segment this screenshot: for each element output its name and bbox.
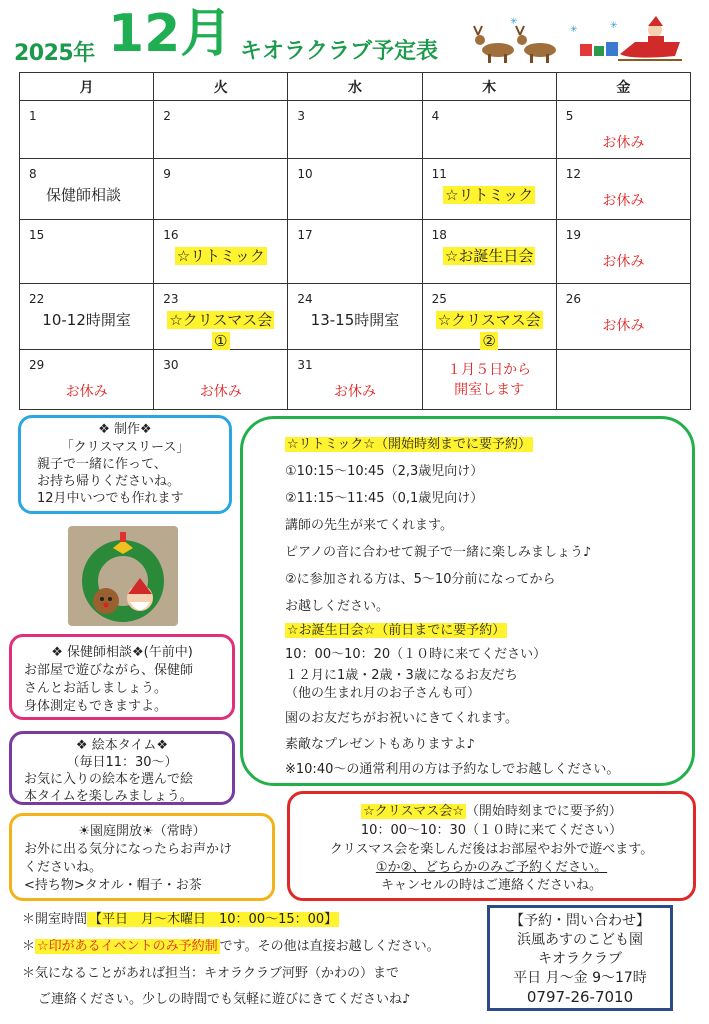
calendar-cell: [556, 220, 690, 284]
picture-book-line: お気に入りの絵本を選んで絵: [24, 772, 194, 787]
contact-line: 平日 月～金 9～17時: [513, 970, 647, 986]
day-number: 15: [29, 228, 45, 242]
birthday-line: 園のお友だちがお祝いにきてくれます。: [285, 711, 518, 726]
day-number: 5: [565, 109, 574, 123]
event-label: 10-12時開室: [42, 311, 131, 329]
closed-label: お休み: [199, 384, 242, 400]
day-number: 26: [565, 292, 582, 306]
calendar-cell: [154, 284, 288, 350]
christmas-party-box: [287, 791, 696, 901]
opening-hours: [22, 908, 339, 927]
garden-open-line: くださいね。: [24, 860, 103, 875]
day-number: 12: [565, 167, 582, 181]
opening-hours-value: 【平日 月～木曜日 10：00～15：00】: [89, 912, 338, 927]
weekday-header: 火: [154, 73, 288, 101]
weekday-header: 月: [20, 73, 154, 101]
day-number: 18: [431, 228, 447, 242]
day-number: 31: [297, 358, 313, 372]
calendar-week-row: [20, 101, 691, 159]
calendar-cell: [20, 350, 154, 410]
reopen-notice: [423, 360, 556, 400]
garden-open-line: お外に出る気分になったらお声かけ: [24, 842, 233, 857]
reservation-note-prefix: ＊: [22, 939, 36, 954]
calendar-cell: [154, 101, 288, 159]
closed-label: お休み: [65, 384, 108, 400]
calendar-week-row: [20, 159, 691, 220]
reopen-notice-line1: １月５日から: [447, 362, 532, 378]
rhythmic-line: 講師の先生が来てくれます。: [285, 518, 453, 533]
calendar-cell: [556, 284, 690, 350]
garden-open-line: <持ち物>タオル・帽子・お茶: [24, 878, 202, 893]
event-label: ☆クリスマス会: [169, 311, 273, 329]
day-number: 25: [431, 292, 447, 306]
reopen-notice-line2: 開室します: [454, 382, 525, 398]
santa-sleigh-illustration: [470, 14, 695, 66]
day-number: 3: [297, 109, 306, 123]
calendar-week-row: [20, 350, 691, 410]
calendar-cell: [422, 284, 556, 350]
wreath-photo: [68, 526, 178, 626]
weekday-header-row: [20, 73, 691, 101]
header-year: 2025年: [14, 41, 95, 66]
calendar-cell: [422, 350, 556, 410]
rhythmic-line: お越しください。: [285, 599, 390, 614]
garden-open-box: [9, 813, 275, 901]
rhythmic-line: ピアノの音に合わせて親子で一緒に楽しみましょう♪: [285, 545, 592, 560]
star-icon: [510, 17, 618, 35]
calendar-week-row: [20, 284, 691, 350]
day-number: 19: [565, 228, 582, 242]
calendar-cell: [288, 101, 422, 159]
rhythmic-line: ②に参加される方は、5～10分前になってから: [285, 572, 556, 587]
weekday-header: 水: [288, 73, 422, 101]
calendar-cell: [288, 350, 422, 410]
craft-line: お持ち帰りくださいね。: [37, 474, 181, 489]
closed-label: お休み: [602, 254, 645, 270]
craft-box: [18, 415, 232, 514]
calendar-cell: [422, 159, 556, 220]
christmas-line: 10：00～10：30（１０時に来てください）: [360, 823, 623, 838]
rhythmic-line: ①10:15～10:45（2,3歳児向け）: [285, 464, 484, 479]
calendar-cell: [154, 220, 288, 284]
event-label: ☆リトミック: [176, 247, 265, 265]
craft-line: 12月中いつでも作れます: [37, 491, 184, 506]
christmas-line: キャンセルの時はご連絡くださいね。: [380, 878, 602, 893]
craft-line: 親子で一緒に作って、: [37, 457, 167, 472]
calendar-cell: [20, 101, 154, 159]
reservation-note-rest: です。その他は直接お越しください。: [219, 939, 440, 954]
calendar-cell: [556, 159, 690, 220]
rhythmic-line: ②11:15～11:45（0,1歳児向け）: [285, 491, 484, 506]
contact-box: [487, 905, 673, 1011]
calendar-cell: [288, 220, 422, 284]
day-number: 22: [29, 292, 45, 306]
picture-book-box: [9, 731, 235, 805]
event-label: 13-15時開室: [310, 311, 400, 329]
health-consult-line: さんとお話しましょう。: [24, 681, 168, 696]
event-label: 保健師相談: [46, 186, 122, 204]
calendar-cell: [556, 101, 690, 159]
calendar-cell: [154, 350, 288, 410]
weekday-header: 木: [422, 73, 556, 101]
day-number: 30: [163, 358, 179, 372]
reservation-note-highlight: ☆印があるイベントのみ予約制: [37, 939, 218, 954]
header: [0, 0, 709, 72]
event-label: ☆クリスマス会: [437, 311, 541, 329]
closed-label: お休み: [602, 193, 645, 209]
event-label: ☆お誕生日会: [444, 247, 534, 265]
health-consult-title: ❖ 保健師相談❖(午前中): [51, 645, 193, 660]
christmas-line: ①か②、どちらかのみご予約ください。: [375, 860, 608, 875]
svg-text:✳: ✳: [570, 25, 578, 35]
header-month: 12月: [108, 4, 233, 64]
day-number: 16: [163, 228, 179, 242]
christmas-line: クリスマス会を楽しんだ後はお部屋やお外で遊べます。: [329, 842, 654, 857]
svg-text:✳: ✳: [610, 21, 618, 31]
event-label-sub: ①: [214, 332, 228, 350]
day-number: 4: [431, 109, 440, 123]
health-consult-box: [9, 634, 235, 720]
opening-hours-label: ＊開室時間: [22, 912, 88, 927]
calendar-cell: [154, 159, 288, 220]
health-consult-line: お部屋で遊びながら、保健師: [24, 663, 194, 678]
weekday-header: 金: [556, 73, 690, 101]
closed-label: お休み: [602, 318, 645, 334]
sleigh-icon: [618, 16, 682, 60]
day-number: 10: [297, 167, 313, 181]
day-number: 23: [163, 292, 179, 306]
birthday-title: ☆お誕生日会☆（前日までに要予約）: [287, 623, 506, 638]
contact-note: ご連絡ください。少しの時間でも気軽に遊びにきてくださいね♪: [38, 992, 411, 1007]
calendar-week-row: [20, 220, 691, 284]
day-number: 17: [297, 228, 313, 242]
svg-text:✳: ✳: [510, 17, 518, 27]
craft-line: 「クリスマスリース」: [60, 440, 190, 455]
christmas-title: ☆クリスマス会☆: [363, 804, 464, 819]
closed-label: お休み: [602, 135, 645, 151]
calendar-cell: [288, 284, 422, 350]
christmas-title-note: （開始時刻までに要予約）: [465, 804, 622, 819]
header-subtitle: キオラクラブ予定表: [240, 39, 439, 64]
picture-book-line: （毎日11：30～）: [66, 755, 178, 770]
contact-line: 浜風あすのこども園: [517, 932, 643, 948]
contact-phone: 0797-26-7010: [526, 988, 634, 1006]
picture-book-title: ❖ 絵本タイム❖: [75, 738, 169, 753]
event-label-sub: ②: [482, 332, 496, 350]
contact-line: キオラクラブ: [538, 951, 622, 967]
day-number: 9: [163, 167, 171, 181]
rhythmic-title: ☆リトミック☆（開始時刻までに要予約）: [287, 437, 532, 452]
health-consult-line: 身体測定もできますよ。: [24, 699, 168, 714]
gift-icon: [580, 42, 618, 56]
day-number: 1: [29, 109, 37, 123]
birthday-line: （他の生まれ月のお子さんも可）: [285, 686, 481, 701]
contact-note: ＊気になることがあれば担当：キオラクラブ河野（かわの）まで: [22, 966, 400, 981]
birthday-line: 素敵なプレゼントもありますよ♪: [285, 737, 475, 752]
day-number: 2: [163, 109, 171, 123]
calendar-cell: [422, 101, 556, 159]
reindeer-icon: [474, 26, 556, 63]
day-number: 8: [29, 167, 37, 181]
calendar-cell: [288, 159, 422, 220]
craft-title: ❖ 制作❖: [98, 422, 152, 437]
wreath-icon: [68, 526, 178, 626]
contact-line: 【予約・問い合わせ】: [510, 913, 650, 929]
calendar-cell: [20, 220, 154, 284]
picture-book-line: 本タイムを楽しみましょう。: [24, 789, 193, 804]
calendar-cell: [422, 220, 556, 284]
calendar-cell: [556, 350, 690, 410]
birthday-line: １２月に1歳・2歳・3歳になるお友だち: [285, 668, 518, 683]
calendar-table: [19, 72, 691, 410]
day-number: 29: [29, 358, 45, 372]
birthday-line: ※10:40～の通常利用の方は予約なしでお越しください。: [285, 762, 620, 777]
day-number: 11: [431, 167, 447, 181]
reservation-note: [22, 935, 440, 954]
event-label: ☆リトミック: [445, 186, 534, 204]
events-info-box: [240, 416, 695, 786]
garden-open-title: ☀園庭開放☀（常時）: [78, 824, 206, 839]
calendar-cell: [20, 159, 154, 220]
birthday-line: 10：00～10：20（１０時に来てください）: [285, 647, 547, 662]
day-number: 24: [297, 292, 313, 306]
closed-label: お休み: [333, 384, 376, 400]
calendar-cell: [20, 284, 154, 350]
